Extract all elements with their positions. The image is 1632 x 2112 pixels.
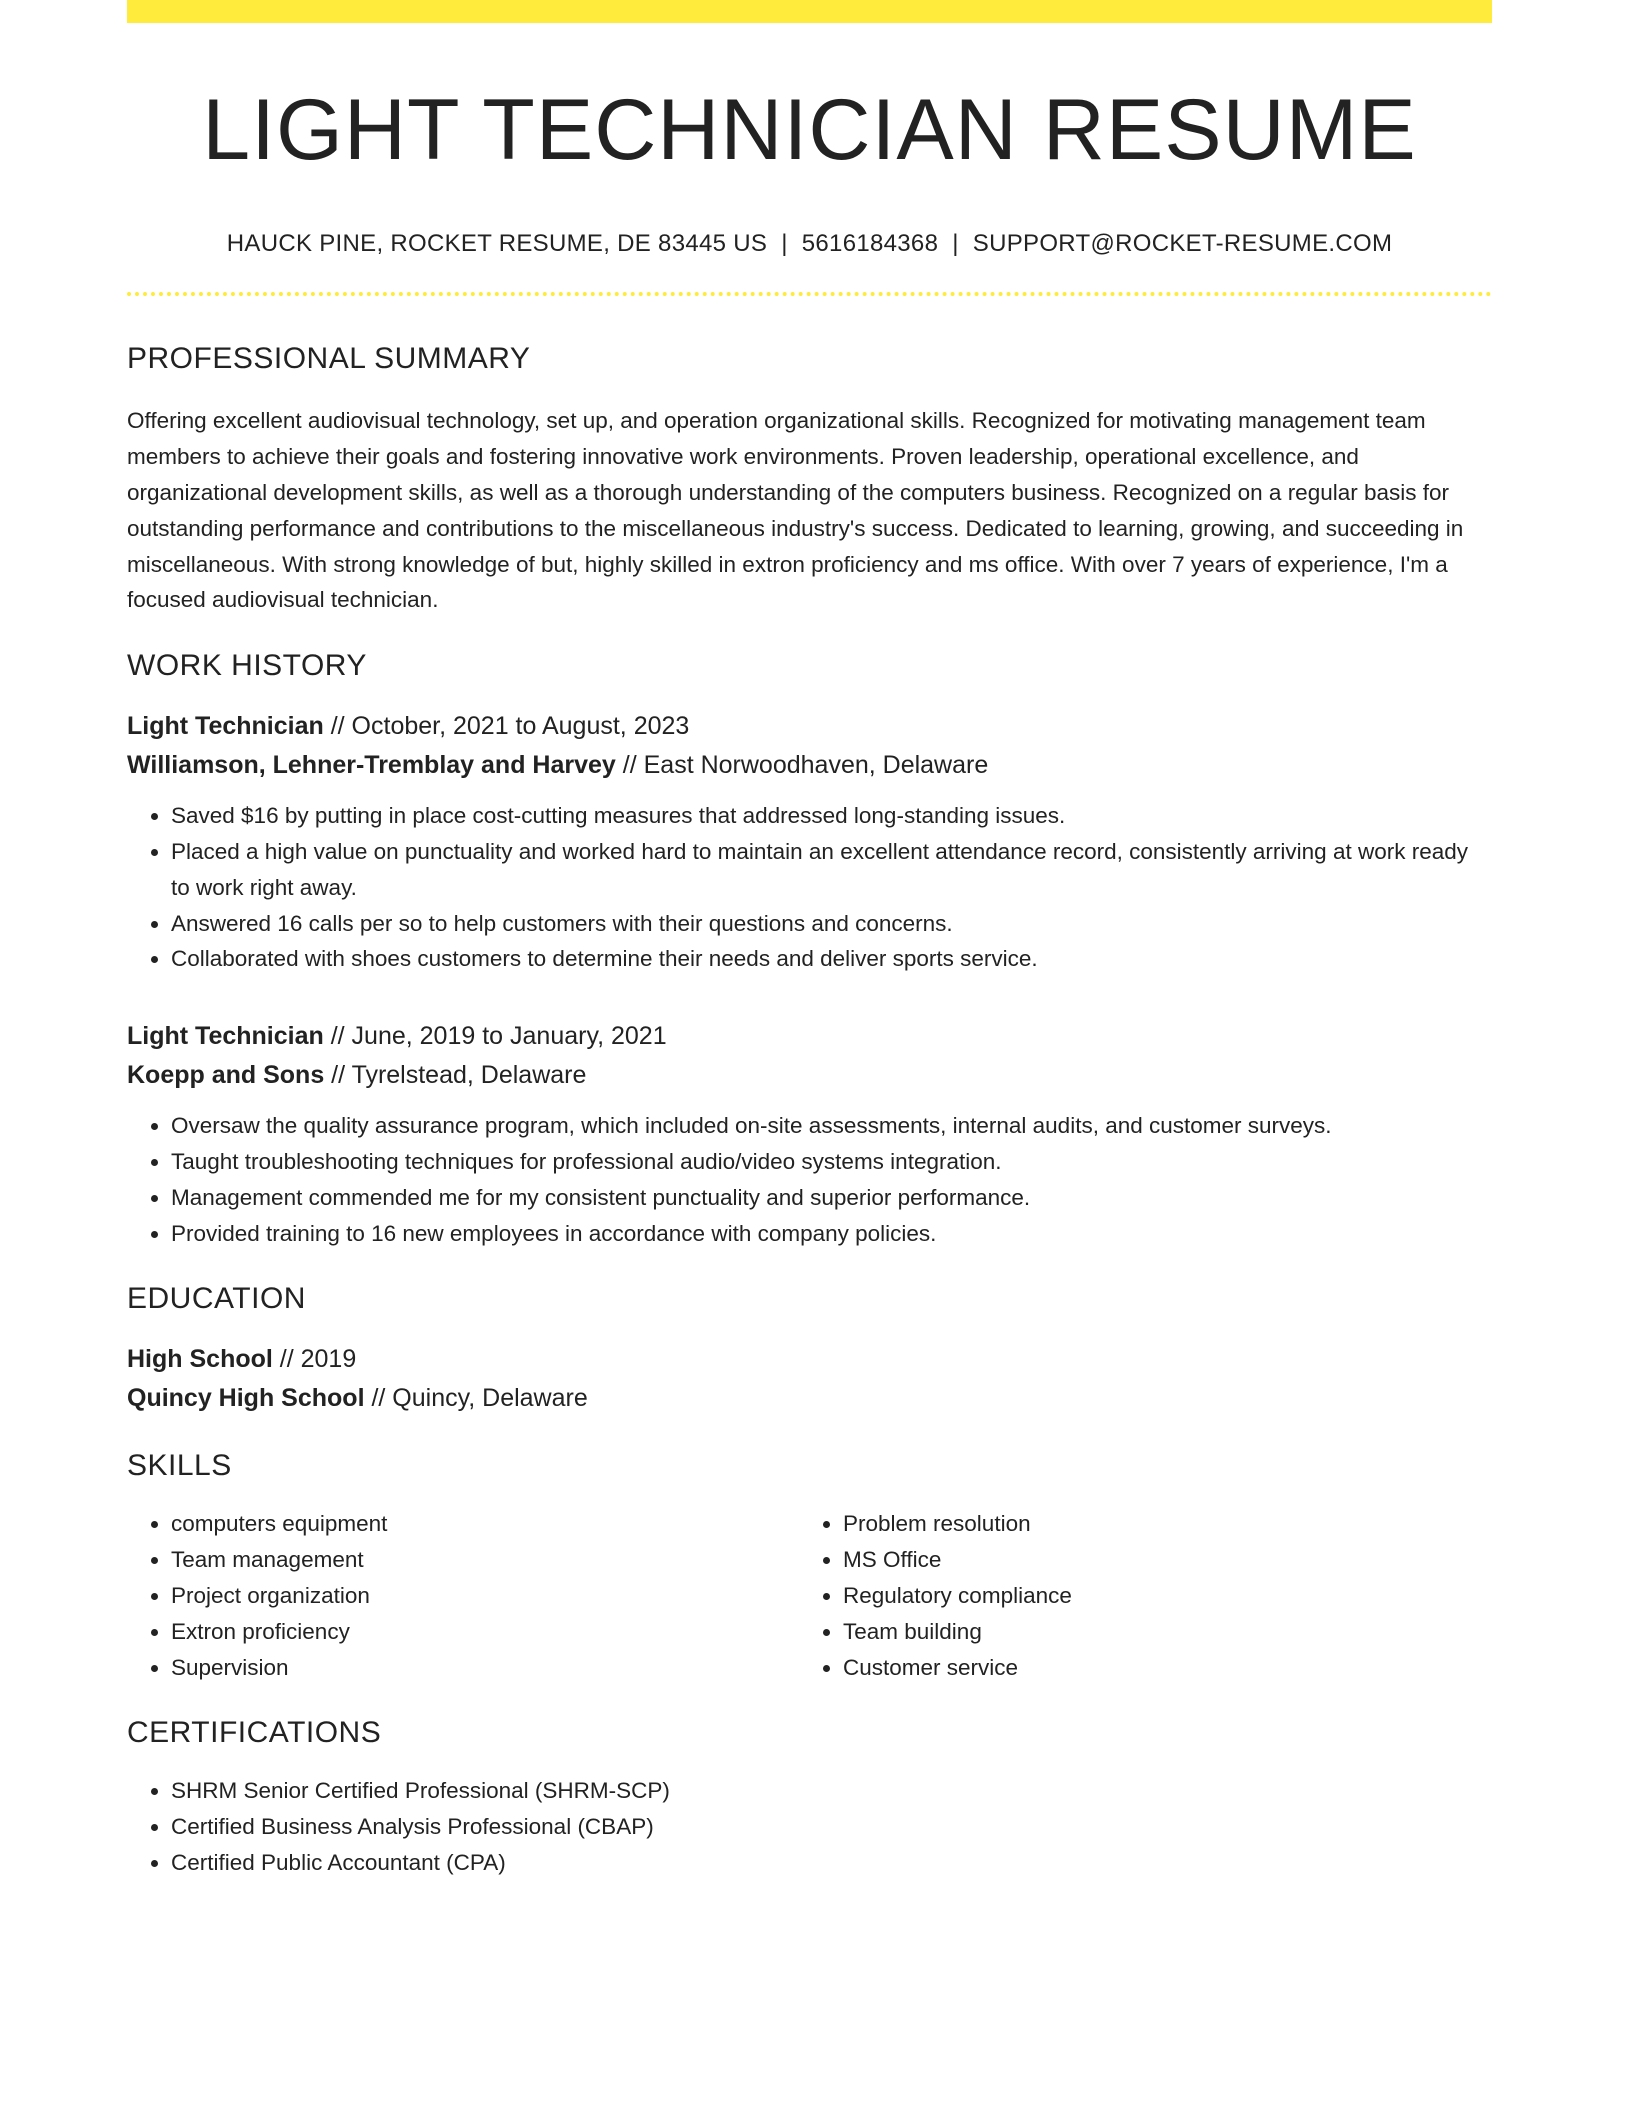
job-title: Light Technician — [127, 1022, 324, 1051]
skill-item: • Team building — [843, 1614, 1471, 1650]
skills-grid — [127, 1506, 1492, 1685]
list-item: • Oversaw the quality assurance program, which included on-site assessments, internal audits, and customer surveys. — [171, 1108, 1492, 1144]
education-school: Quincy High School — [127, 1384, 365, 1413]
job-bullet-list — [127, 798, 1492, 977]
section-heading-certifications: CERTIFICATIONS — [127, 1716, 382, 1750]
resume-title: LIGHT TECHNICIAN RESUME — [202, 82, 1417, 178]
job-company: Williamson, Lehner-Tremblay and Harvey — [127, 751, 616, 780]
top-accent-bar — [127, 0, 1492, 23]
skill-item: • Customer service — [843, 1650, 1471, 1686]
section-heading-summary: PROFESSIONAL SUMMARY — [127, 342, 531, 376]
skill-item: • computers equipment — [171, 1506, 799, 1542]
list-item: • Management commended me for my consistent punctuality and superior performance. — [171, 1180, 1492, 1216]
certification-item: • SHRM Senior Certified Professional (SHRM-SCP) — [171, 1773, 1492, 1809]
skill-item: • Team management — [171, 1542, 799, 1578]
job-bullet-list — [127, 1108, 1492, 1251]
job-title-line — [127, 707, 1492, 746]
skills-list-left — [127, 1506, 799, 1685]
contact-separator: | — [781, 229, 788, 257]
education-degree: High School — [127, 1345, 273, 1374]
contact-separator: | — [952, 229, 959, 257]
job-title-line — [127, 1017, 1492, 1056]
list-item: • Taught troubleshooting techniques for professional audio/video systems integration. — [171, 1144, 1492, 1180]
skill-item: • Problem resolution — [843, 1506, 1471, 1542]
job-company: Koepp and Sons — [127, 1061, 325, 1090]
job-title: Light Technician — [127, 712, 324, 741]
certifications-list — [127, 1773, 1492, 1880]
contact-line — [127, 230, 1492, 259]
job-company-line — [127, 1056, 1492, 1095]
job-entry — [127, 707, 1492, 977]
skill-item: • MS Office — [843, 1542, 1471, 1578]
skill-item: • Regulatory compliance — [843, 1578, 1471, 1614]
list-item: • Provided training to 16 new employees in accordance with company policies. — [171, 1216, 1492, 1252]
education-school-line — [127, 1379, 1492, 1418]
list-item: • Saved $16 by putting in place cost-cutting measures that addressed long-standing issues. — [171, 798, 1492, 834]
skill-item: • Project organization — [171, 1578, 799, 1614]
certification-item: • Certified Public Accountant (CPA) — [171, 1845, 1492, 1881]
contact-address: HAUCK PINE, ROCKET RESUME, DE 83445 US — [226, 229, 768, 257]
skill-item: • Supervision — [171, 1650, 799, 1686]
dotted-divider — [127, 292, 1492, 296]
job-dates: // October, 2021 to August, 2023 — [323, 712, 690, 741]
contact-email: SUPPORT@ROCKET-RESUME.COM — [972, 229, 1393, 257]
education-year: // 2019 — [272, 1345, 357, 1374]
job-entry — [127, 1017, 1492, 1251]
job-company-line — [127, 746, 1492, 785]
list-item: • Placed a high value on punctuality and worked hard to maintain an excellent attendance record, consistently arriving at work ready to work right away. — [171, 834, 1492, 906]
list-item: • Answered 16 calls per so to help customers with their questions and concerns. — [171, 906, 1492, 942]
contact-phone: 5616184368 — [801, 229, 939, 257]
section-heading-education: EDUCATION — [127, 1282, 306, 1316]
skill-item: • Extron proficiency — [171, 1614, 799, 1650]
resume-page — [127, 0, 1492, 1881]
section-heading-work-history: WORK HISTORY — [127, 649, 367, 683]
education-entry — [127, 1340, 1492, 1418]
education-degree-line — [127, 1340, 1492, 1379]
job-location: // East Norwoodhaven, Delaware — [615, 751, 989, 780]
summary-paragraph: Offering excellent audiovisual technology, set up, and operation organizational skills. Recognized for motivating management team members to achieve their goals and fostering innovative work environments. Proven leadership, operational excellence, and organizational development skills, as well as a thorough understanding of the computers business. Recognized on a regular basis for outstanding performance and contributions to the miscellaneous industry's success. Dedicated to learning, growing, and succeeding in miscellaneous. With strong knowledge of but, highly skilled in extron proficiency and ms office. With over 7 years of experience, I'm a focused audiovisual technician. — [127, 408, 1464, 613]
job-dates: // June, 2019 to January, 2021 — [323, 1022, 667, 1051]
section-heading-skills: SKILLS — [127, 1449, 232, 1483]
skills-list-right — [799, 1506, 1471, 1685]
education-location: // Quincy, Delaware — [364, 1384, 588, 1413]
certification-item: • Certified Business Analysis Professional (CBAP) — [171, 1809, 1492, 1845]
job-location: // Tyrelstead, Delaware — [324, 1061, 587, 1090]
list-item: • Collaborated with shoes customers to determine their needs and deliver sports service. — [171, 941, 1492, 977]
